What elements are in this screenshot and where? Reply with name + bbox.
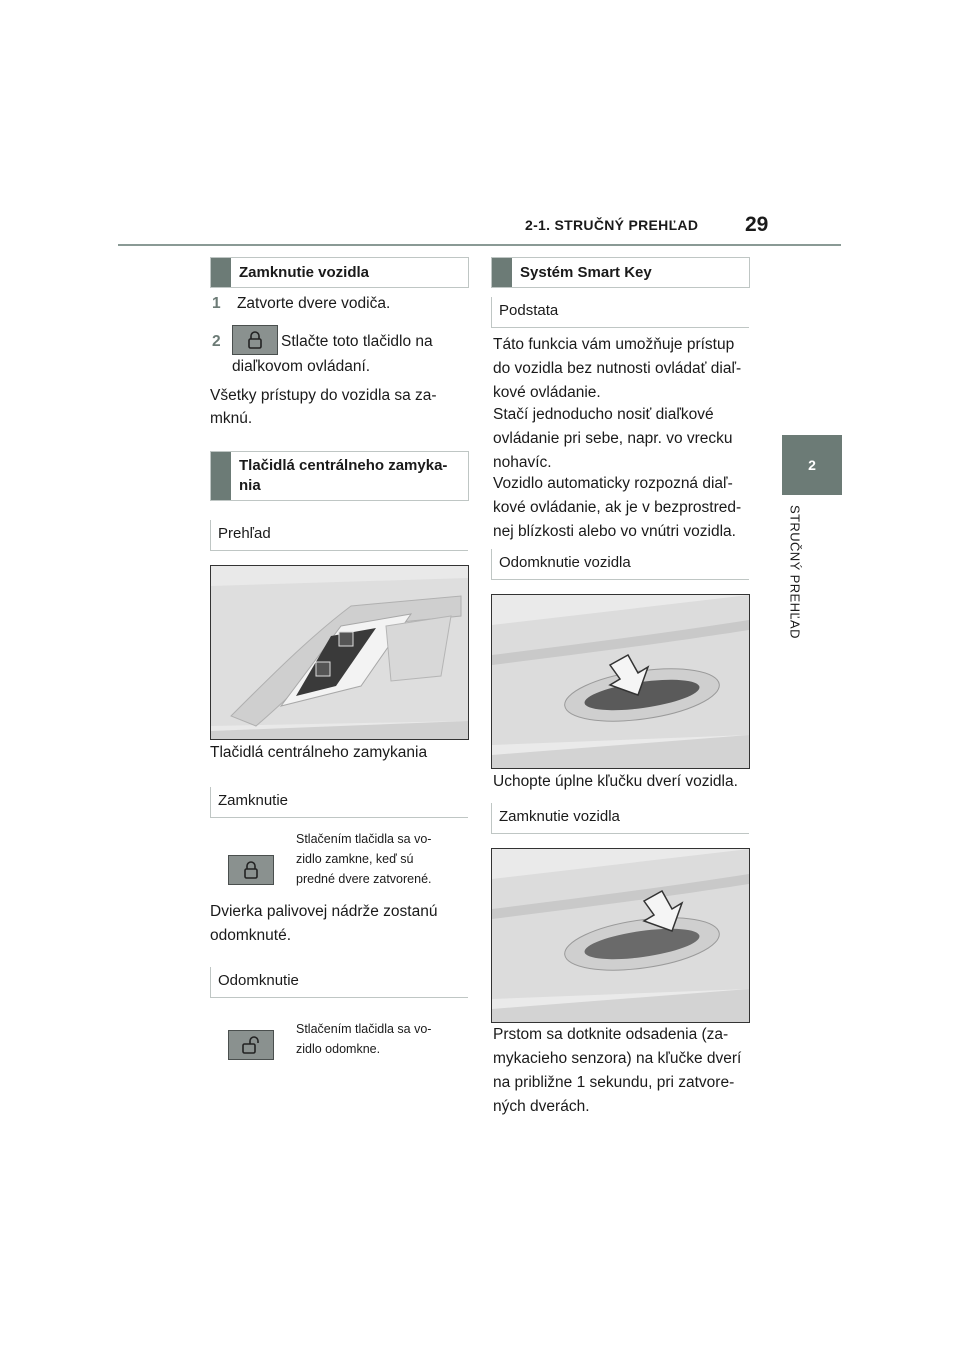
lock-button-icon <box>228 855 274 885</box>
unlock-vehicle-subheading: Odomknutie vozidla <box>491 549 631 579</box>
lock-vehicle-subheading: Zamknutie vozidla <box>491 803 620 833</box>
header-divider <box>118 244 841 246</box>
unlock-icon <box>339 632 353 646</box>
sub-rule <box>491 833 749 834</box>
chapter-tab <box>782 435 842 495</box>
step-2-number <box>212 330 221 354</box>
section-title: 2-1. STRUČNÝ PREHĽAD <box>525 217 699 233</box>
sub-rule <box>491 327 749 328</box>
step-number: 1 <box>212 295 221 312</box>
lock-icon <box>243 860 259 880</box>
chapter-number: 2 <box>808 457 816 473</box>
para-line: Stačí jednoducho nosiť diaľkové <box>493 406 714 423</box>
lock-description <box>296 829 432 889</box>
photo-caption: Tlačidlá centrálneho zamykania <box>210 744 428 761</box>
para-line: nohavíc. <box>493 454 552 471</box>
door-panel-illustration <box>211 566 468 739</box>
lock-subheading: Zamknutie <box>210 787 288 817</box>
desc-line: predné dvere zatvorené. <box>296 872 432 886</box>
desc-line: zidlo odomkne. <box>296 1042 381 1056</box>
result-b: mknú. <box>210 410 253 427</box>
smart-key-paragraph-1 <box>493 333 741 405</box>
step-2-text-b: diaľkovom ovládaní. <box>232 358 371 375</box>
central-lock-photo <box>210 565 469 740</box>
para-line: Vozidlo automaticky rozpozná diaľ- <box>493 475 733 492</box>
step-1 <box>212 292 390 316</box>
result-a: Všetky prístupy do vozidla sa za- <box>210 387 437 404</box>
step-number: 2 <box>212 333 221 350</box>
desc-line: zidlo zamkne, keď sú <box>296 852 414 866</box>
heading-line: Tlačidlá centrálneho zamyka- <box>239 457 448 474</box>
door-handle-illustration <box>492 595 749 768</box>
step-text: Zatvorte dvere vodiča. <box>236 295 391 312</box>
door-handle-illustration <box>492 849 749 1022</box>
chapter-label-wrap <box>770 505 820 655</box>
smart-key-heading <box>491 257 750 288</box>
heading-bar <box>492 258 512 287</box>
unlock-icon <box>241 1035 261 1055</box>
para-line: na približne 1 sekundu, pri zatvore- <box>493 1074 735 1091</box>
page-number: 29 <box>745 213 769 236</box>
smart-key-paragraph-2 <box>493 403 733 475</box>
heading-bar <box>211 452 231 500</box>
para-line: nej blízkosti alebo vo vnútri vozidla. <box>493 523 736 540</box>
para-line: kové ovládanie, ak je v bezprostred- <box>493 499 742 516</box>
lock-handle-photo <box>491 848 750 1023</box>
lock-icon <box>316 662 330 676</box>
para-line: Táto funkcia vám umožňuje prístup <box>493 336 735 353</box>
heading-text: Systém Smart Key <box>520 263 652 281</box>
unlock-handle-photo <box>491 594 750 769</box>
heading-text <box>231 456 447 496</box>
unlock-button-icon <box>228 1030 274 1060</box>
sub-rule <box>210 550 468 551</box>
lock-instructions <box>493 1023 741 1119</box>
sub-rule <box>210 997 468 998</box>
para-line: do vozidla bez nutnosti ovládať diaľ- <box>493 360 742 377</box>
essence-subheading: Podstata <box>491 297 558 327</box>
heading-line: nia <box>239 477 261 494</box>
step-2-text-a: Stlačte toto tlačidlo na <box>281 333 433 350</box>
chapter-label: STRUČNÝ PREHĽAD <box>787 505 803 639</box>
fuel-a: Dvierka palivovej nádrže zostanú <box>210 903 438 920</box>
sub-rule <box>210 817 468 818</box>
unlock-subheading: Odomknutie <box>210 967 299 997</box>
para-line: mykacieho senzora) na kľučke dverí <box>493 1050 742 1067</box>
desc-line: Stlačením tlačidla sa vo- <box>296 1022 432 1036</box>
heading-text: Zamknutie vozidla <box>239 263 370 281</box>
lock-button-icon <box>232 325 278 355</box>
smart-key-paragraph-3 <box>493 472 741 544</box>
para-line: ovládanie pri sebe, napr. vo vrecku <box>493 430 733 447</box>
para-line: Prstom sa dotknite odsadenia (za- <box>493 1026 729 1043</box>
unlock-description <box>296 1019 431 1059</box>
fuel-b: odomknuté. <box>210 927 291 944</box>
desc-line: Stlačením tlačidla sa vo- <box>296 832 432 846</box>
para-line: kové ovládanie. <box>493 384 601 401</box>
overview-subheading: Prehľad <box>210 520 271 550</box>
lock-icon <box>247 330 263 350</box>
central-lock-heading <box>210 451 469 501</box>
sub-rule <box>491 579 749 580</box>
unlock-caption: Uchopte úplne kľučku dverí vozidla. <box>493 773 738 790</box>
heading-bar <box>211 258 231 287</box>
lock-vehicle-heading <box>210 257 469 288</box>
para-line: ných dverách. <box>493 1098 590 1115</box>
